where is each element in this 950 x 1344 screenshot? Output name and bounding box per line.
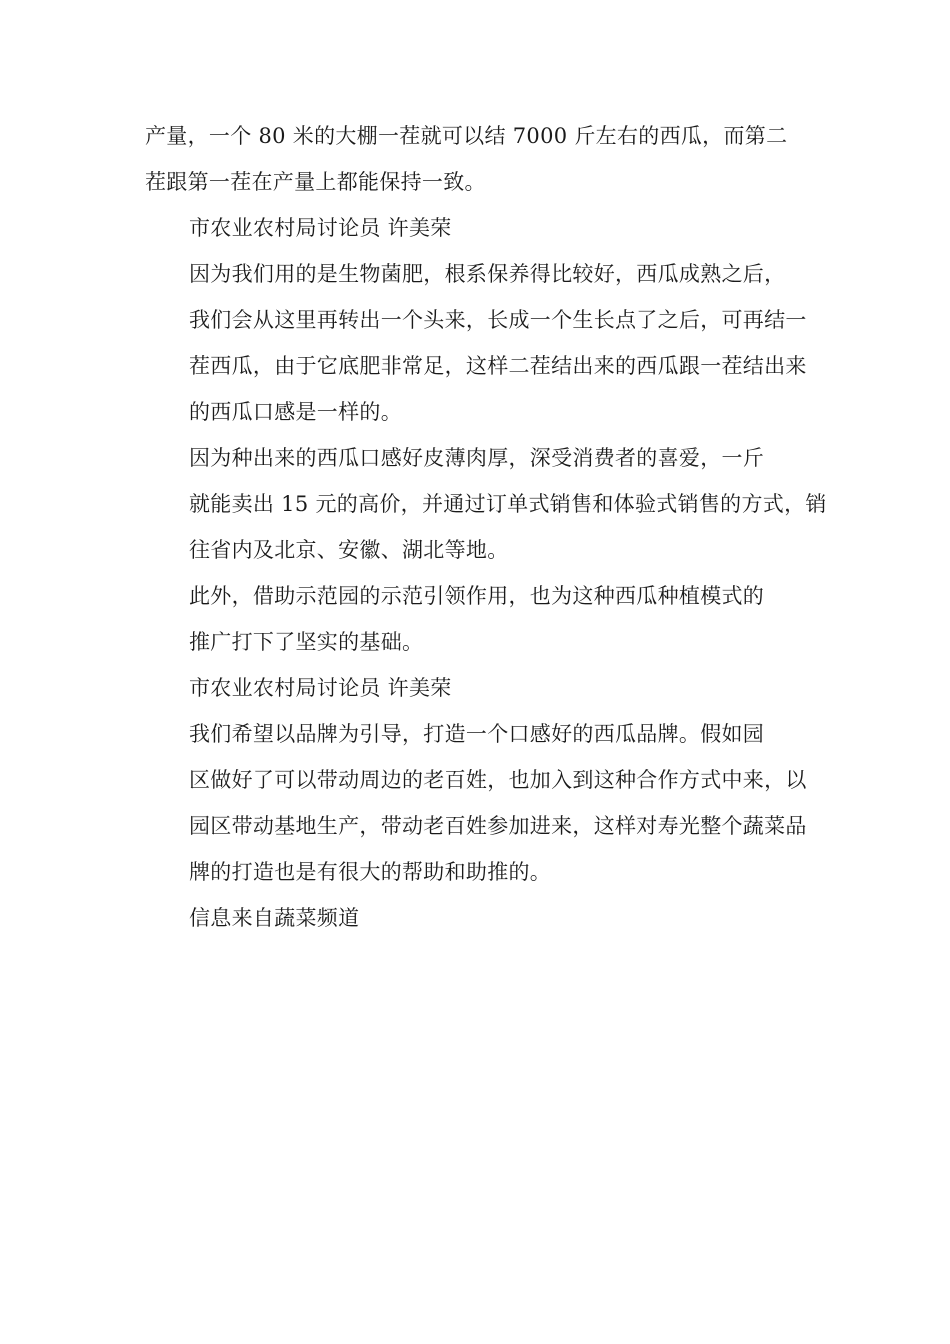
speaker-label [145, 665, 810, 711]
text-line: 此外，借助示范园的示范引领作用，也为这种西瓜种植模式的 [189, 584, 765, 608]
text-line: 茬西瓜，由于它底肥非常足，这样二茬结出来的西瓜跟一茬结出来 [189, 354, 807, 378]
text-line: 因为种出来的西瓜口感好皮薄肉厚，深受消费者的喜爱，一斤 [189, 446, 765, 470]
paragraph-yield [145, 113, 810, 205]
text-line: 我们会从这里再转出一个头来，长成一个生长点了之后，可再结一 [189, 308, 807, 332]
text-line: 市农业农村局讨论员 许美荣 [189, 676, 452, 700]
paragraph-bio-fertilizer [145, 251, 810, 435]
text-line: 园区带动基地生产，带动老百姓参加进来，这样对寿光整个蔬菜品 [189, 814, 807, 838]
document-body [145, 113, 827, 941]
text-line: 产量，一个 80 米的大棚一茬就可以结 7000 斤左右的西瓜，而第二 [145, 124, 788, 148]
text-line: 市农业农村局讨论员 许美荣 [189, 216, 452, 240]
text-line: 因为我们用的是生物菌肥，根系保养得比较好，西瓜成熟之后， [189, 262, 786, 286]
text-line: 推广打下了坚实的基础。 [189, 630, 424, 654]
paragraph-brand [145, 711, 810, 895]
source-note [145, 895, 810, 941]
text-line: 的西瓜口感是一样的。 [189, 400, 402, 424]
paragraph-sales [145, 435, 827, 573]
speaker-label [145, 205, 810, 251]
text-line: 就能卖出 15 元的高价，并通过订单式销售和体验式销售的方式，销 [189, 492, 827, 516]
text-line: 茬跟第一茬在产量上都能保持一致。 [145, 170, 486, 194]
text-line: 往省内及北京、安徽、湖北等地。 [189, 538, 509, 562]
text-line: 我们希望以品牌为引导，打造一个口感好的西瓜品牌。假如园 [189, 722, 765, 746]
text-line: 信息来自蔬菜频道 [189, 906, 360, 930]
paragraph-demonstration [145, 573, 810, 665]
text-line: 牌的打造也是有很大的帮助和助推的。 [189, 860, 552, 884]
text-line: 区做好了可以带动周边的老百姓，也加入到这种合作方式中来，以 [189, 768, 807, 792]
